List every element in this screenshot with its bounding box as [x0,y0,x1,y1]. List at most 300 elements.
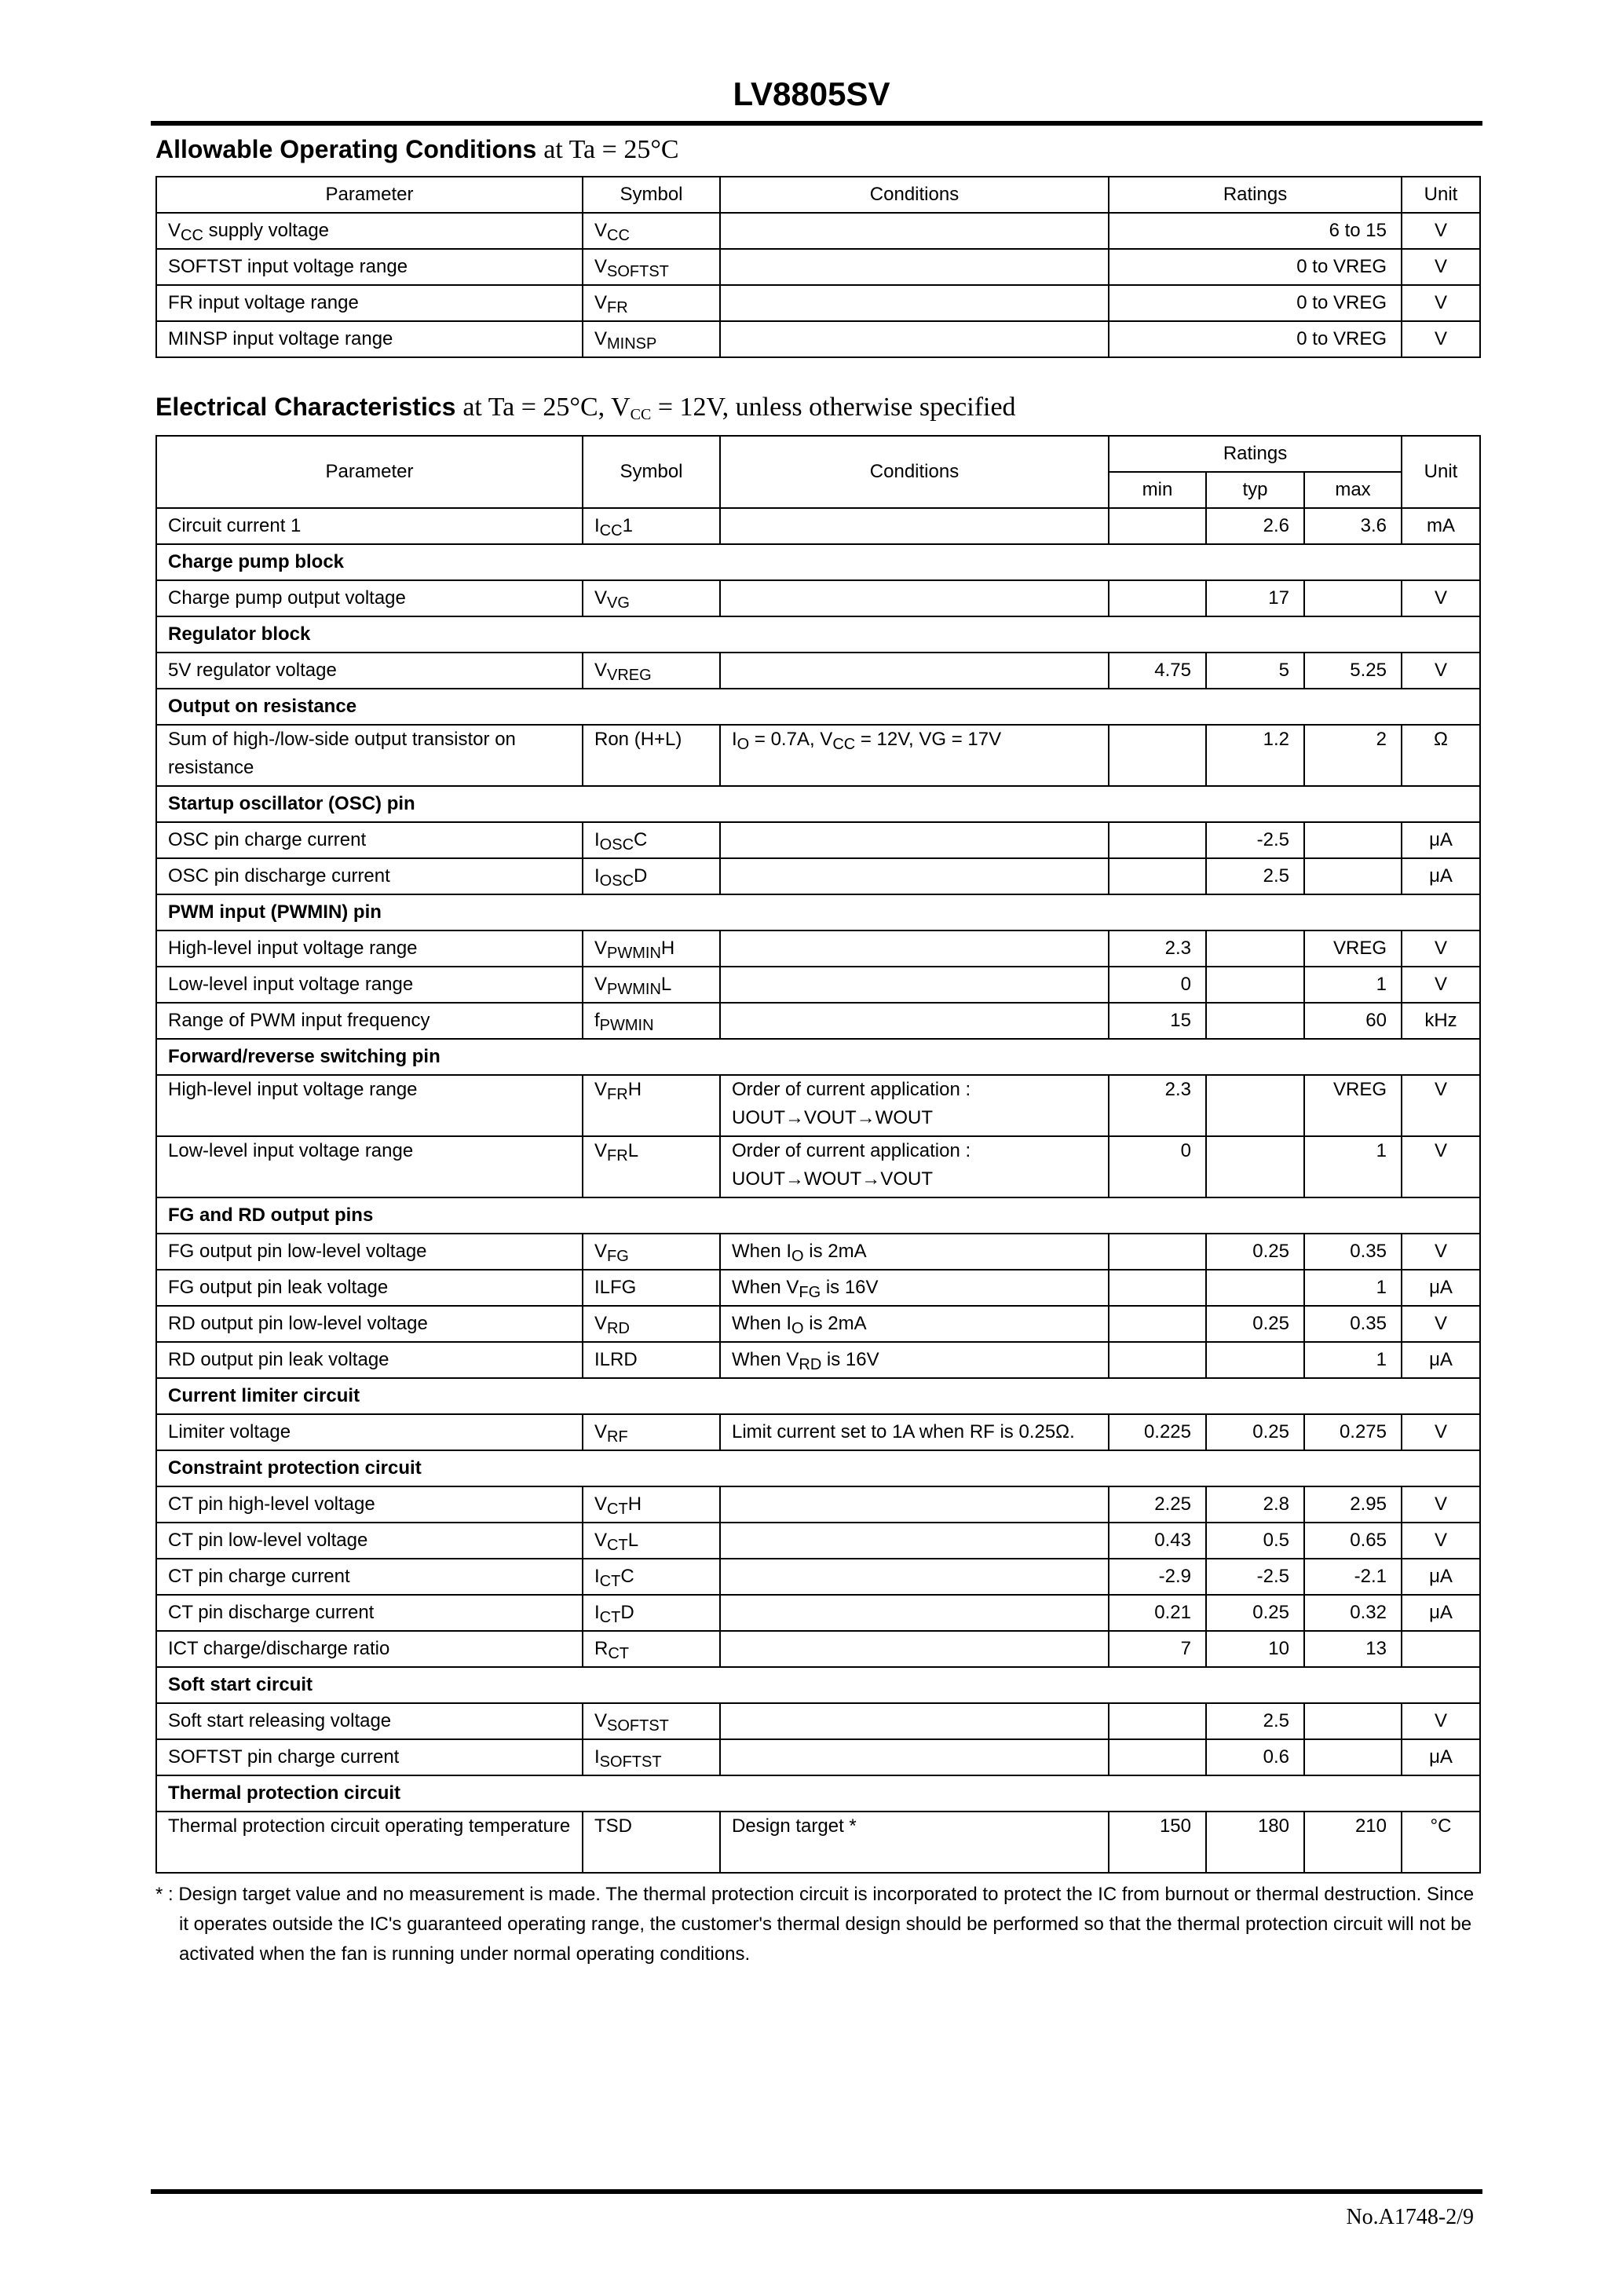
ec-conditions-cell [720,1342,1109,1378]
ec-row [156,1739,1480,1775]
aoc-conditions-cell [720,249,1109,285]
symbol-main: V [594,660,608,681]
aoc-header-symbol: Symbol [583,177,720,213]
ec-header-typ: typ [1206,472,1304,508]
ec-conditions-cell [720,1486,1109,1523]
ec-typ-cell: 2.6 [1206,508,1304,544]
ec-typ-cell [1206,1342,1304,1378]
ec-cond-suffix: = 12V, unless otherwise specified [651,393,1016,422]
symbol-suffix: L [627,1140,639,1161]
ec-conditions-cell [720,1414,1109,1450]
aoc-unit-cell: V [1402,285,1480,321]
symbol-sub: OSC [599,872,634,890]
param-sub: CC [181,227,203,244]
ec-symbol-cell [583,858,720,894]
group-row [156,1197,1480,1234]
symbol-suffix: H [660,938,675,959]
ec-parameter-cell: Thermal protection circuit operating temperature [156,1812,583,1873]
ec-max-cell: 210 [1304,1812,1402,1873]
symbol-main: ILRD [594,1349,638,1370]
ec-symbol-cell [583,930,720,967]
ec-row [156,1559,1480,1595]
ec-cond-sub: CC [630,406,652,423]
symbol-sub: VREG [607,667,652,684]
group-label: Charge pump block [156,544,1480,580]
ec-conditions-cell [720,1739,1109,1775]
symbol-suffix: L [627,1530,639,1551]
ec-cond-prefix: at Ta = 25°C, V [462,393,631,422]
ec-parameter-cell: Range of PWM input frequency [156,1003,583,1039]
aoc-header-ratings: Ratings [1109,177,1402,213]
ec-symbol-cell [583,653,720,689]
symbol-suffix: C [620,1566,634,1587]
condition-text: = 0.7A, V [749,729,833,750]
group-label: FG and RD output pins [156,1197,1480,1234]
ec-unit-cell: V [1402,1523,1480,1559]
symbol-sub: CT [599,1609,621,1626]
ec-row [156,1595,1480,1631]
ec-header-max: max [1304,472,1402,508]
ec-typ-cell [1206,1270,1304,1306]
ec-max-cell: VREG [1304,1075,1402,1136]
ec-symbol-cell [583,1003,720,1039]
group-row [156,1039,1480,1075]
aoc-row [156,213,1480,249]
symbol-sub: PWMIN [599,1017,654,1034]
ec-typ-cell [1206,1136,1304,1197]
ec-min-cell [1109,1703,1206,1739]
ec-min-cell: 0.43 [1109,1523,1206,1559]
ec-conditions-cell [720,1270,1109,1306]
symbol-sub: OSC [599,836,634,854]
group-row [156,894,1480,930]
symbol-main: V [594,938,608,959]
condition-text: Limit current set to 1A when RF is 0.25Ω. [732,1421,1075,1442]
ec-row [156,1306,1480,1342]
ec-unit-cell: V [1402,1414,1480,1450]
bottom-rule [151,2189,1482,2194]
ec-min-cell [1109,508,1206,544]
ec-conditions-cell [720,1003,1109,1039]
ec-heading [155,393,1016,422]
symbol-main: R [594,1638,609,1659]
ec-conditions-cell [720,1595,1109,1631]
ec-max-cell: 1 [1304,1270,1402,1306]
ec-conditions-cell [720,508,1109,544]
group-row [156,1450,1480,1486]
symbol-main: I [594,1566,600,1587]
ec-typ-cell: 0.25 [1206,1306,1304,1342]
condition-text: When V [732,1277,799,1298]
ec-max-cell [1304,1703,1402,1739]
ec-typ-cell: 5 [1206,653,1304,689]
ec-conditions-cell [720,1631,1109,1667]
ec-max-cell: 1 [1304,1342,1402,1378]
ec-typ-cell [1206,1075,1304,1136]
ec-parameter-cell: High-level input voltage range [156,1075,583,1136]
aoc-row [156,249,1480,285]
symbol-main: V [594,328,608,349]
ec-max-cell: 60 [1304,1003,1402,1039]
aoc-rating-cell: 0 to VREG [1109,249,1402,285]
condition-text: When I [732,1313,792,1334]
symbol-main: TSD [594,1815,632,1837]
param-main: V [168,220,181,241]
symbol-sub: FG [607,1248,629,1265]
ec-conditions-cell [720,1703,1109,1739]
symbol-suffix: D [620,1602,634,1623]
ec-symbol-cell [583,1595,720,1631]
symbol-suffix: D [634,865,648,887]
symbol-main: V [594,1530,608,1551]
ec-max-cell: -2.1 [1304,1559,1402,1595]
ec-unit-cell: mA [1402,508,1480,544]
group-row [156,1378,1480,1414]
ec-row [156,1342,1480,1378]
ec-parameter-cell: Low-level input voltage range [156,967,583,1003]
condition-line-1: Order of current application : [732,1079,971,1100]
aoc-symbol-cell [583,213,720,249]
ec-min-cell [1109,822,1206,858]
ec-row [156,1234,1480,1270]
ec-symbol-cell [583,1136,720,1197]
group-row [156,689,1480,725]
symbol-suffix: L [660,974,672,995]
aoc-unit-cell: V [1402,321,1480,357]
ec-min-cell [1109,1270,1206,1306]
ec-parameter-cell: Charge pump output voltage [156,580,583,616]
symbol-main: V [594,1710,608,1731]
ec-parameter-cell: RD output pin low-level voltage [156,1306,583,1342]
param-rest: supply voltage [203,220,330,241]
ec-typ-cell: 2.8 [1206,1486,1304,1523]
ec-min-cell: 2.3 [1109,930,1206,967]
ec-max-cell: 1 [1304,1136,1402,1197]
ec-typ-cell: 0.25 [1206,1414,1304,1450]
symbol-main: V [594,292,608,313]
symbol-sub: RD [607,1320,630,1337]
symbol-sub: FR [607,299,628,316]
group-label: Forward/reverse switching pin [156,1039,1480,1075]
aoc-unit-cell: V [1402,213,1480,249]
aoc-row [156,321,1480,357]
ec-row [156,1136,1480,1197]
footnote-line-1: * : Design target value and no measurement is made. The thermal protection circuit is incorporated to protect the IC from burnout or thermal destruction. Since [155,1884,1475,1905]
ec-symbol-cell [583,725,720,786]
ec-min-cell [1109,580,1206,616]
aoc-rating-cell: 0 to VREG [1109,285,1402,321]
symbol-main: V [594,1140,608,1161]
ec-conditions-cell [720,1559,1109,1595]
symbol-sub: FR [607,1147,628,1164]
symbol-main: V [594,974,608,995]
symbol-main: f [594,1010,600,1031]
condition-text: Design target * [732,1815,857,1837]
ec-row [156,1631,1480,1667]
ec-min-cell [1109,1306,1206,1342]
ec-symbol-cell [583,580,720,616]
ec-max-cell: 2 [1304,725,1402,786]
symbol-sub: SOFTST [599,1753,662,1771]
ec-min-cell: 7 [1109,1631,1206,1667]
symbol-main: ILFG [594,1277,637,1298]
symbol-main: I [594,865,600,887]
ec-typ-cell: 2.5 [1206,858,1304,894]
condition-sub: O [791,1248,804,1265]
ec-header-ratings: Ratings [1109,436,1402,472]
aoc-rating-cell: 0 to VREG [1109,321,1402,357]
ec-max-cell: 1 [1304,967,1402,1003]
symbol-sub: CC [607,227,630,244]
aoc-rating-cell: 6 to 15 [1109,213,1402,249]
ec-conditions-cell [720,1812,1109,1873]
ec-min-cell: 2.3 [1109,1075,1206,1136]
ec-parameter-cell: 5V regulator voltage [156,653,583,689]
ec-typ-cell: 1.2 [1206,725,1304,786]
ec-symbol-cell [583,1559,720,1595]
condition-text: = 12V, VG = 17V [855,729,1002,750]
ec-row [156,858,1480,894]
footnote [155,1880,1482,1969]
ec-max-cell [1304,822,1402,858]
ec-typ-cell: 0.6 [1206,1739,1304,1775]
aoc-heading-condition: at Ta = 25°C [543,135,679,164]
ec-row [156,1486,1480,1523]
ec-conditions-cell [720,1075,1109,1136]
ec-max-cell: 0.32 [1304,1595,1402,1631]
symbol-main: V [594,1421,608,1442]
ec-symbol-cell [583,1523,720,1559]
condition-text: is 16V [821,1277,879,1298]
ec-min-cell: 2.25 [1109,1486,1206,1523]
ec-unit-cell: μA [1402,858,1480,894]
ec-symbol-cell [583,1414,720,1450]
aoc-heading [155,135,679,165]
symbol-sub: SOFTST [607,1717,669,1735]
ec-row [156,1075,1480,1136]
group-label: Thermal protection circuit [156,1775,1480,1812]
electrical-characteristics-table [155,435,1481,1874]
symbol-main: V [594,1493,608,1515]
ec-symbol-cell [583,1270,720,1306]
ec-parameter-cell: CT pin discharge current [156,1595,583,1631]
ec-parameter-cell: Limiter voltage [156,1414,583,1450]
ec-parameter-cell: SOFTST pin charge current [156,1739,583,1775]
ec-max-cell: 3.6 [1304,508,1402,544]
ec-unit-cell: V [1402,930,1480,967]
ec-conditions-cell [720,580,1109,616]
condition-text: is 16V [821,1349,879,1370]
group-row [156,544,1480,580]
symbol-sub: PWMIN [607,945,661,962]
ec-typ-cell: 17 [1206,580,1304,616]
group-label: Regulator block [156,616,1480,653]
symbol-main: V [594,587,608,609]
symbol-main: V [594,1313,608,1334]
ec-unit-cell: V [1402,1486,1480,1523]
condition-sub: RD [799,1356,822,1373]
ec-min-cell [1109,858,1206,894]
page-title: LV8805SV [733,75,890,112]
ec-typ-cell [1206,967,1304,1003]
symbol-main: Ron (H+L) [594,729,682,750]
ec-row [156,1003,1480,1039]
aoc-symbol-cell [583,285,720,321]
ec-symbol-cell [583,1306,720,1342]
symbol-main: V [594,1079,608,1100]
ec-min-cell: 15 [1109,1003,1206,1039]
condition-text: I [732,729,737,750]
symbol-suffix: 1 [622,515,633,536]
ec-max-cell: 0.35 [1304,1306,1402,1342]
aoc-header-conditions: Conditions [720,177,1109,213]
ec-unit-cell: V [1402,1234,1480,1270]
group-label: Soft start circuit [156,1667,1480,1703]
ec-unit-cell: V [1402,1075,1480,1136]
footnote-line-3: activated when the fan is running under normal operating conditions. [179,1943,751,1965]
ec-parameter-cell: Circuit current 1 [156,508,583,544]
condition-sub: O [737,736,750,753]
ec-max-cell [1304,858,1402,894]
aoc-header-unit: Unit [1402,177,1480,213]
ec-symbol-cell [583,1631,720,1667]
ec-unit-cell: V [1402,967,1480,1003]
condition-sub: O [791,1320,804,1337]
symbol-sub: VG [607,594,630,612]
ec-min-cell: 0 [1109,1136,1206,1197]
aoc-parameter-cell [156,213,583,249]
aoc-symbol-cell [583,249,720,285]
ec-symbol-cell [583,1703,720,1739]
ec-typ-cell: 0.5 [1206,1523,1304,1559]
aoc-parameter-cell [156,285,583,321]
aoc-parameter-cell [156,321,583,357]
ec-parameter-cell: CT pin high-level voltage [156,1486,583,1523]
ec-min-cell [1109,1342,1206,1378]
page-number: No.A1748-2/9 [1346,2205,1474,2229]
ec-min-cell: 0 [1109,967,1206,1003]
ec-unit-cell: μA [1402,1739,1480,1775]
ec-heading-text: Electrical Characteristics [155,393,456,421]
condition-text: When I [732,1241,792,1262]
ec-symbol-cell [583,508,720,544]
ec-header-conditions: Conditions [720,436,1109,508]
symbol-suffix: H [627,1493,642,1515]
aoc-heading-text: Allowable Operating Conditions [155,135,537,163]
ec-row [156,1703,1480,1739]
symbol-sub: SOFTST [607,263,669,280]
ec-conditions-cell [720,1234,1109,1270]
group-row [156,1667,1480,1703]
ec-row [156,580,1480,616]
ec-row [156,1523,1480,1559]
ec-typ-cell [1206,1003,1304,1039]
ec-row [156,822,1480,858]
group-label: Startup oscillator (OSC) pin [156,786,1480,822]
ec-unit-cell: kHz [1402,1003,1480,1039]
ec-conditions-cell [720,1306,1109,1342]
ec-max-cell: 0.65 [1304,1523,1402,1559]
symbol-main: V [594,1241,608,1262]
ec-unit-cell: V [1402,653,1480,689]
ec-unit-cell: V [1402,1306,1480,1342]
ec-symbol-cell [583,1075,720,1136]
ec-conditions-cell [720,725,1109,786]
ec-row [156,725,1480,786]
ec-parameter-cell: Low-level input voltage range [156,1136,583,1197]
condition-text: When V [732,1349,799,1370]
ec-max-cell: 5.25 [1304,653,1402,689]
ec-symbol-cell [583,1739,720,1775]
ec-symbol-cell [583,1342,720,1378]
ec-header-symbol: Symbol [583,436,720,508]
ec-typ-cell: 10 [1206,1631,1304,1667]
symbol-main: I [594,1602,600,1623]
condition-line-1: Order of current application : [732,1140,971,1161]
ec-typ-cell: 0.25 [1206,1234,1304,1270]
ec-parameter-cell: ICT charge/discharge ratio [156,1631,583,1667]
aoc-unit-cell: V [1402,249,1480,285]
group-label: Output on resistance [156,689,1480,725]
ec-max-cell: VREG [1304,930,1402,967]
ec-conditions-cell [720,1523,1109,1559]
ec-conditions-cell [720,930,1109,967]
condition-line-2: UOUT→VOUT→WOUT [732,1107,933,1128]
symbol-sub: CT [607,1537,628,1554]
ec-unit-cell: μA [1402,1342,1480,1378]
ec-row [156,653,1480,689]
ec-unit-cell: V [1402,1703,1480,1739]
group-label: PWM input (PWMIN) pin [156,894,1480,930]
ec-header-row-1 [156,436,1480,472]
ec-unit-cell [1402,1631,1480,1667]
ec-conditions-cell [720,967,1109,1003]
ec-max-cell [1304,1739,1402,1775]
ec-max-cell: 0.35 [1304,1234,1402,1270]
ec-row [156,1414,1480,1450]
ec-heading-condition [462,393,1015,422]
ec-parameter-cell: High-level input voltage range [156,930,583,967]
ec-conditions-cell [720,653,1109,689]
ec-typ-cell: -2.5 [1206,1559,1304,1595]
ec-parameter-cell: RD output pin leak voltage [156,1342,583,1378]
symbol-sub: CC [599,522,623,539]
ec-typ-cell: 180 [1206,1812,1304,1873]
symbol-main: I [594,515,600,536]
symbol-sub: CT [607,1501,628,1518]
aoc-symbol-cell [583,321,720,357]
ec-row [156,967,1480,1003]
ec-unit-cell: V [1402,580,1480,616]
ec-unit-cell: μA [1402,1559,1480,1595]
ec-symbol-cell [583,1486,720,1523]
ec-min-cell: 0.225 [1109,1414,1206,1450]
ec-symbol-cell [583,967,720,1003]
param-main: SOFTST input voltage range [168,256,408,277]
group-row [156,786,1480,822]
condition-text: is 2mA [803,1241,867,1262]
ec-row [156,1812,1480,1873]
ec-min-cell: -2.9 [1109,1559,1206,1595]
condition-sub: FG [799,1284,821,1301]
ec-max-cell: 2.95 [1304,1486,1402,1523]
aoc-header-row [156,177,1480,213]
ec-header-unit: Unit [1402,436,1480,508]
aoc-conditions-cell [720,321,1109,357]
ec-symbol-cell [583,822,720,858]
condition-line-2: UOUT→WOUT→VOUT [732,1168,933,1190]
condition-sub: CC [832,736,856,753]
